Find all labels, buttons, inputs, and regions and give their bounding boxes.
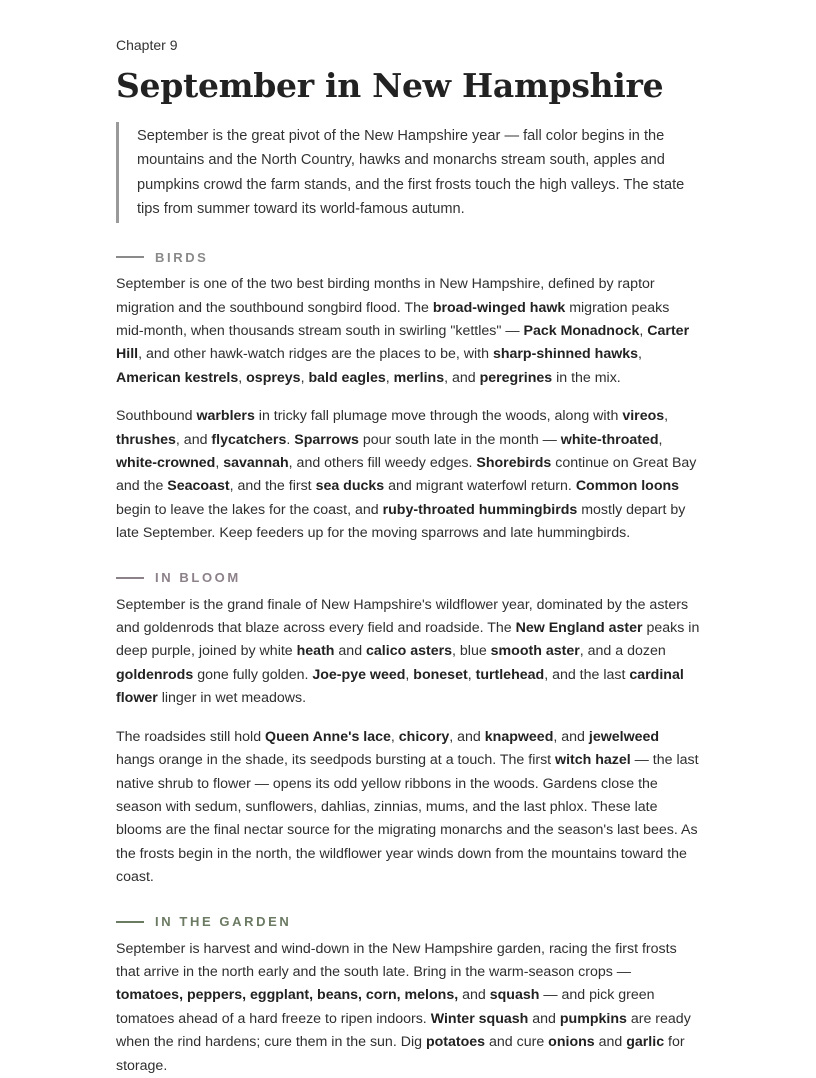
bold-term: Winter squash	[430, 1010, 529, 1027]
bold-term: pumpkins	[559, 1010, 627, 1027]
bold-term: Common loons	[575, 478, 680, 495]
page-title: September in New Hampshire	[116, 66, 664, 105]
bold-term: squash	[489, 987, 540, 1004]
section-birds	[116, 247, 700, 545]
text-run: and	[594, 1034, 627, 1051]
body-paragraph	[116, 273, 700, 390]
bold-term: peregrines	[479, 369, 553, 386]
section-heading	[116, 912, 700, 932]
text-run: September is harvest and wind-down in the New Hampshire garden, racing the first frosts that arrive in the north early and the south late. Bring in the warm-season crops —	[116, 940, 677, 980]
text-run: , and	[449, 728, 485, 745]
text-run: pour south late in the month —	[358, 431, 561, 448]
text-run: migration peaks mid-month, when thousands stream south in swirling "kettles" —	[116, 299, 670, 339]
bold-term: thrushes	[116, 431, 176, 448]
section-heading	[116, 568, 700, 588]
text-run: , and the first	[229, 478, 316, 495]
section-heading	[116, 247, 700, 267]
bold-term: sharp-shinned hawks	[492, 346, 639, 363]
bold-term: New England aster	[515, 620, 643, 637]
text-run: September is one of the two best birding months in New Hampshire, defined by raptor migration and the southbound songbird flood. The	[116, 276, 655, 316]
text-run: and	[528, 1010, 560, 1027]
sections-container	[116, 247, 700, 1078]
text-run: ,	[658, 431, 663, 448]
section-rule	[116, 577, 144, 579]
bold-term: chicory	[398, 728, 450, 745]
text-run: — the last native shrub to flower — opens its odd yellow ribbons in the woods. Gardens close the season with sedum, sunflowers, dahlias, zinnias, mums, and the last phlox. These late blooms are the final nectar source for the migrating monarchs and the season's last bees. As the frosts begin in the north, the wildflower year winds down from the mountains toward the coast.	[116, 752, 699, 886]
bold-term: witch hazel	[555, 752, 631, 769]
text-run: for storage.	[116, 1034, 685, 1074]
bold-term: Seacoast	[167, 478, 230, 495]
text-run: , and other hawk-watch ridges are the places to be, with	[138, 346, 493, 363]
bold-term: heath	[296, 643, 335, 660]
bold-term: white-crowned	[116, 455, 216, 472]
section-in-the-garden	[116, 912, 700, 1078]
bold-term: savannah	[223, 455, 289, 472]
text-run: ,	[238, 369, 247, 386]
text-run: The roadsides still hold	[116, 728, 266, 745]
bold-term: sea ducks	[315, 478, 385, 495]
text-run: mostly depart by late September. Keep feeders up for the moving sparrows and late hummingbirds.	[116, 501, 686, 542]
body-paragraph	[116, 938, 700, 1078]
text-run: hangs orange in the shade, its seedpods bursting at a touch. The first	[116, 752, 556, 769]
bold-term: turtlehead	[475, 666, 545, 683]
bold-term: garlic	[626, 1034, 665, 1051]
body-paragraph	[116, 405, 700, 545]
bold-term: American kestrels	[116, 369, 239, 386]
chapter-label: Chapter 9	[116, 37, 178, 53]
text-run: September is the grand finale of New Hampshire's wildflower year, dominated by the asters and goldenrods that blaze across every field and roadside. The	[116, 596, 689, 637]
bold-term: Carter Hill	[116, 323, 690, 363]
bold-term: goldenrods	[116, 666, 194, 683]
bold-term: flycatchers	[211, 431, 287, 448]
section-label: IN BLOOM	[155, 570, 241, 586]
text-run: — and pick green tomatoes ahead of a hard freeze to ripen indoors.	[116, 987, 655, 1027]
bold-term: Joe-pye weed	[312, 666, 406, 683]
bold-term: Pack Monadnock	[523, 323, 640, 339]
text-run: , and	[553, 728, 589, 745]
text-run: , and	[444, 369, 480, 386]
text-run: , and a dozen	[579, 643, 666, 660]
bold-term: warblers	[196, 408, 255, 425]
bold-term: boneset	[413, 666, 468, 683]
section-label: BIRDS	[155, 249, 209, 265]
bold-term: ruby-throated hummingbirds	[382, 501, 578, 518]
bold-term: vireos	[622, 408, 665, 425]
section-in-bloom	[116, 568, 700, 890]
body-paragraph	[116, 726, 700, 890]
text-run: ,	[638, 346, 642, 363]
bold-term: Queen Anne's lace	[265, 728, 391, 745]
text-run: ,	[215, 455, 224, 472]
text-run: and migrant waterfowl return.	[384, 478, 576, 495]
text-run: begin to leave the lakes for the coast, and	[116, 501, 383, 518]
bold-term: merlins	[393, 369, 445, 386]
text-run: .	[286, 431, 295, 448]
text-run: linger in wet meadows.	[157, 690, 307, 707]
bold-term: Shorebirds	[476, 455, 552, 472]
bold-term: cardinal flower	[116, 666, 684, 707]
bold-term: calico asters	[366, 643, 453, 660]
text-run: , and the last	[544, 666, 630, 683]
text-run: and	[458, 987, 490, 1004]
section-rule	[116, 256, 144, 258]
bold-term: jewelweed	[588, 728, 660, 745]
bold-term: Sparrows	[294, 431, 359, 448]
bold-term: potatoes	[425, 1034, 486, 1051]
text-run: ,	[467, 666, 476, 683]
bold-term: tomatoes, peppers, eggplant, beans, corn, melons,	[116, 987, 459, 1004]
text-run: peaks in deep purple, joined by white	[116, 620, 700, 660]
text-run: ,	[405, 666, 414, 683]
text-run: and	[334, 643, 367, 660]
section-rule	[116, 921, 144, 923]
bold-term: bald eagles	[308, 369, 386, 386]
text-run: , and others fill weedy edges.	[288, 455, 477, 472]
text-run: are ready when the rind hardens; cure them in the sun. Dig	[116, 1010, 691, 1051]
text-run: ,	[385, 369, 394, 386]
text-run: in the mix.	[552, 369, 621, 386]
bold-term: smooth aster	[490, 643, 580, 660]
text-run: , blue	[452, 643, 491, 660]
bold-term: broad-winged hawk	[432, 299, 566, 316]
section-label: IN THE GARDEN	[155, 914, 292, 930]
text-run: ,	[300, 369, 309, 386]
text-run: continue on Great Bay and the	[116, 455, 697, 495]
body-paragraph	[116, 594, 700, 711]
bold-term: knapweed	[484, 728, 554, 745]
bold-term: onions	[548, 1034, 595, 1051]
text-run: and cure	[485, 1034, 549, 1051]
text-run: ,	[639, 323, 648, 339]
text-run: Southbound	[116, 408, 197, 425]
text-run: , and	[175, 431, 212, 448]
text-run: ,	[390, 728, 399, 745]
text-run: in tricky fall plumage move through the woods, along with	[254, 408, 623, 425]
text-run: ,	[664, 408, 669, 425]
intro-blockquote: September is the great pivot of the New Hampshire year — fall color begins in the mountains and the North Country, hawks and monarchs stream south, apples and pumpkins crowd the farm stands, and the first frosts touch the high valleys. The state tips from summer toward its world-famous autumn.	[116, 122, 700, 223]
text-run: gone fully golden.	[193, 666, 313, 683]
bold-term: ospreys	[246, 369, 301, 386]
bold-term: white-throated	[560, 431, 659, 448]
